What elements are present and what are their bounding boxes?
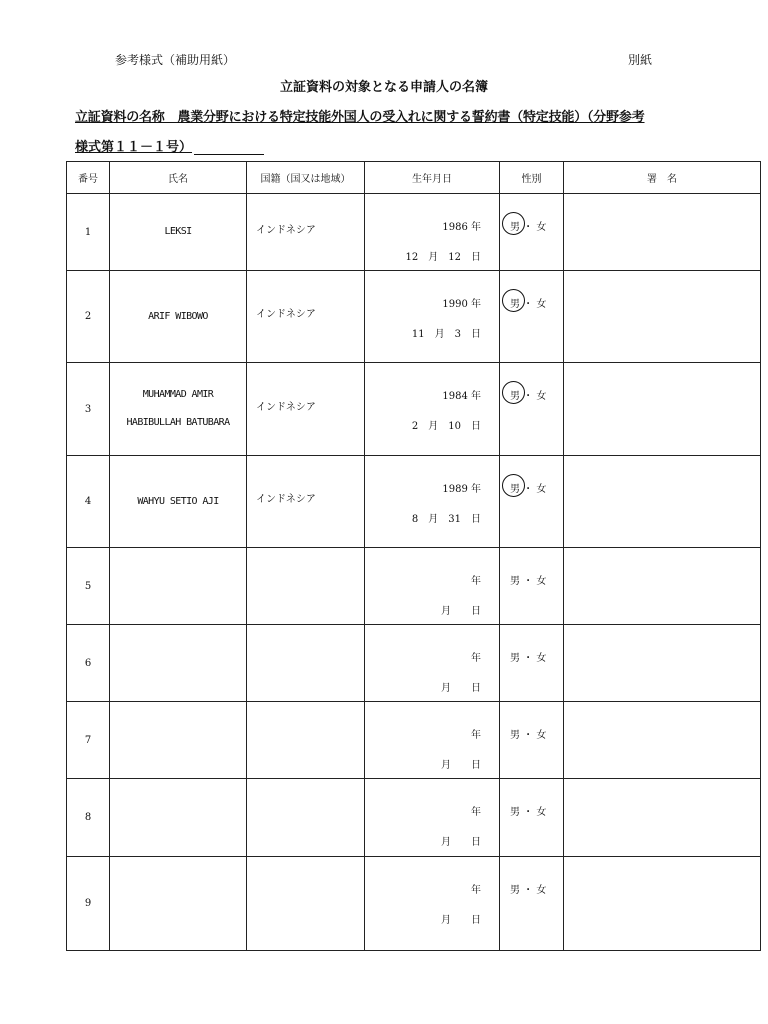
row-number: 3	[67, 363, 110, 456]
sex-options: 男 ・ 女	[510, 484, 547, 495]
applicant-roster-table	[66, 161, 761, 951]
header-name: 氏名	[110, 162, 247, 194]
year-suffix: 年	[471, 730, 481, 741]
row-number: 6	[67, 625, 110, 702]
nationality-cell	[247, 548, 365, 625]
applicant-name-cell	[110, 702, 247, 779]
applicant-name: ARIF WIBOWO	[148, 310, 208, 322]
sex-options: 男 ・ 女	[510, 576, 547, 587]
attachment-label: 別紙	[628, 53, 653, 67]
sex-options: 男 ・ 女	[510, 807, 547, 818]
table-header-row	[67, 162, 761, 194]
header-number: 番号	[67, 162, 110, 194]
row-number: 4	[67, 456, 110, 548]
applicant-name-cell	[110, 194, 247, 271]
birth-year	[442, 480, 481, 495]
nationality-cell	[247, 363, 365, 456]
date-of-birth-cell	[365, 702, 500, 779]
nationality-cell	[247, 702, 365, 779]
applicant-name-cell	[110, 857, 247, 951]
table-row	[67, 702, 761, 779]
sex-cell	[500, 194, 564, 271]
signature-cell[interactable]	[564, 625, 761, 702]
nationality: インドネシア	[256, 309, 316, 320]
table-row	[67, 625, 761, 702]
nationality-cell	[247, 857, 365, 951]
table-row	[67, 194, 761, 271]
material-name-line-2-text: 様式第１１－１号）	[75, 140, 193, 155]
header-signature: 署 名	[564, 162, 761, 194]
sex-cell	[500, 456, 564, 548]
birth-year	[471, 649, 481, 664]
applicant-name: WAHYU SETIO AJI	[137, 495, 219, 507]
birth-year	[471, 572, 481, 587]
sex-cell	[500, 363, 564, 456]
year-suffix: 年	[471, 576, 481, 587]
date-of-birth-cell	[365, 456, 500, 548]
year-suffix: 年	[471, 484, 481, 495]
birth-month-day: 月 日	[441, 760, 481, 771]
row-number: 7	[67, 702, 110, 779]
sex-options: 男 ・ 女	[510, 653, 547, 664]
row-number: 8	[67, 779, 110, 857]
sex-cell	[500, 857, 564, 951]
row-number: 1	[67, 194, 110, 271]
row-number: 2	[67, 271, 110, 363]
material-name-line-1: 立証資料の名称 農業分野における特定技能外国人の受入れに関する誓約書（特定技能）（分野参考	[75, 110, 645, 125]
signature-cell[interactable]	[564, 456, 761, 548]
signature-cell[interactable]	[564, 702, 761, 779]
year-suffix: 年	[471, 299, 481, 310]
birth-month-day: 2 月 10 日	[411, 421, 481, 432]
header-nationality: 国籍（国又は地域）	[247, 162, 365, 194]
birth-year	[471, 881, 481, 896]
row-number: 9	[67, 857, 110, 951]
nationality: インドネシア	[256, 401, 316, 413]
applicant-name-cell	[110, 779, 247, 857]
sex-cell	[500, 702, 564, 779]
sex-cell	[500, 548, 564, 625]
year-suffix: 年	[471, 222, 481, 233]
row-number: 5	[67, 548, 110, 625]
nationality: インドネシア	[256, 224, 316, 236]
date-of-birth-cell	[365, 779, 500, 857]
table-row	[67, 779, 761, 857]
date-of-birth-cell	[365, 857, 500, 951]
sex-cell	[500, 625, 564, 702]
sex-options: 男 ・ 女	[510, 885, 547, 896]
applicant-name-cell	[110, 271, 247, 363]
nationality-cell	[247, 271, 365, 363]
birth-year	[442, 295, 481, 310]
birth-month-day: 12 月 12 日	[405, 252, 481, 263]
birth-year	[471, 803, 481, 818]
date-of-birth-cell	[365, 548, 500, 625]
birth-year-value: 1986	[442, 222, 468, 233]
material-name-line-2	[75, 136, 264, 155]
signature-cell[interactable]	[564, 857, 761, 951]
document-title: 立証資料の対象となる申請人の名簿	[279, 80, 488, 95]
year-suffix: 年	[471, 807, 481, 818]
table-row	[67, 548, 761, 625]
date-of-birth-cell	[365, 271, 500, 363]
header-date-of-birth: 生年月日	[365, 162, 500, 194]
signature-cell[interactable]	[564, 779, 761, 857]
nationality-cell	[247, 625, 365, 702]
applicant-name-cell	[110, 363, 247, 456]
signature-cell[interactable]	[564, 363, 761, 456]
signature-cell[interactable]	[564, 271, 761, 363]
birth-year-value: 1989	[442, 484, 468, 495]
birth-year	[442, 218, 481, 233]
sex-options: 男 ・ 女	[510, 391, 547, 402]
signature-cell[interactable]	[564, 194, 761, 271]
applicant-name-cell	[110, 456, 247, 548]
year-suffix: 年	[471, 885, 481, 896]
table-row	[67, 456, 761, 548]
birth-month-day: 月 日	[441, 683, 481, 694]
birth-month-day: 月 日	[441, 837, 481, 848]
birth-month-day: 8 月 31 日	[411, 514, 481, 525]
sex-options: 男 ・ 女	[510, 299, 547, 310]
birth-year	[471, 726, 481, 741]
birth-year-value: 1984	[442, 391, 468, 402]
table-row	[67, 363, 761, 456]
sex-options: 男 ・ 女	[510, 222, 547, 233]
year-suffix: 年	[471, 653, 481, 664]
applicant-name: MUHAMMAD AMIR	[142, 389, 214, 400]
signature-cell[interactable]	[564, 548, 761, 625]
nationality: インドネシア	[256, 494, 316, 505]
underline-filler	[194, 141, 264, 155]
year-suffix: 年	[471, 391, 481, 402]
sex-options: 男 ・ 女	[510, 730, 547, 741]
birth-month-day: 11 月 3 日	[411, 329, 481, 340]
birth-year-value: 1990	[442, 299, 468, 310]
date-of-birth-cell	[365, 363, 500, 456]
birth-year	[442, 387, 481, 402]
applicant-name-cell	[110, 548, 247, 625]
birth-month-day: 月 日	[441, 606, 481, 617]
date-of-birth-cell	[365, 194, 500, 271]
table-row	[67, 271, 761, 363]
date-of-birth-cell	[365, 625, 500, 702]
table-row	[67, 857, 761, 951]
nationality-cell	[247, 779, 365, 857]
sex-cell	[500, 271, 564, 363]
header-sex: 性別	[500, 162, 564, 194]
reference-form-label: 参考様式（補助用紙）	[115, 53, 236, 67]
birth-month-day: 月 日	[441, 915, 481, 926]
applicant-name: LEKSI	[164, 226, 192, 237]
nationality-cell	[247, 456, 365, 548]
applicant-name-cell	[110, 625, 247, 702]
applicant-name-line-2: HABIBULLAH BATUBARA	[126, 417, 230, 428]
nationality-cell	[247, 194, 365, 271]
sex-cell	[500, 779, 564, 857]
